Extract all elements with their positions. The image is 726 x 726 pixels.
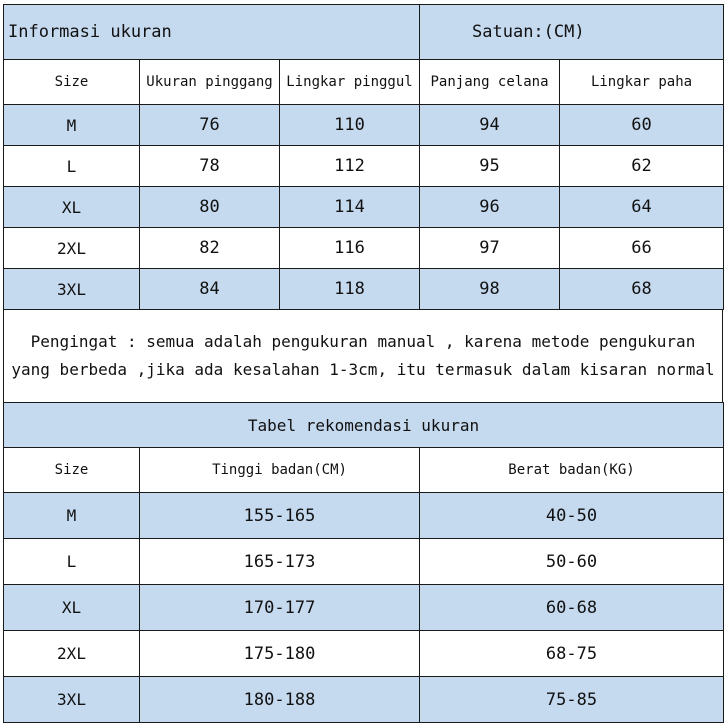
column-header: Size bbox=[4, 448, 140, 493]
size-info-title-row bbox=[4, 5, 724, 60]
column-header: Lingkar paha bbox=[560, 60, 724, 105]
size-cell: 3XL bbox=[4, 677, 140, 723]
size-cell: 2XL bbox=[4, 228, 140, 269]
height-cell: 165-173 bbox=[140, 539, 420, 585]
height-cell: 170-177 bbox=[140, 585, 420, 631]
size-cell: XL bbox=[4, 585, 140, 631]
value-cell: 84 bbox=[140, 269, 280, 310]
column-header: Size bbox=[4, 60, 140, 105]
size-cell: L bbox=[4, 146, 140, 187]
column-header: Berat badan(KG) bbox=[420, 448, 724, 493]
recommendation-table bbox=[3, 402, 724, 723]
height-cell: 155-165 bbox=[140, 493, 420, 539]
recommendation-title-row bbox=[4, 403, 724, 448]
size-cell: L bbox=[4, 539, 140, 585]
note-line: yang berbeda ,jika ada kesalahan 1-3cm, itu termasuk dalam kisaran normal bbox=[11, 360, 715, 379]
weight-cell: 68-75 bbox=[420, 631, 724, 677]
size-cell: M bbox=[4, 105, 140, 146]
unit-label: Satuan:(CM) bbox=[420, 5, 724, 60]
recommendation-header-row bbox=[4, 448, 724, 493]
size-cell: 3XL bbox=[4, 269, 140, 310]
weight-cell: 40-50 bbox=[420, 493, 724, 539]
value-cell: 62 bbox=[560, 146, 724, 187]
weight-cell: 75-85 bbox=[420, 677, 724, 723]
size-info-table bbox=[3, 4, 724, 310]
size-cell: M bbox=[4, 493, 140, 539]
size-cell: 2XL bbox=[4, 631, 140, 677]
value-cell: 76 bbox=[140, 105, 280, 146]
note-line: Pengingat : semua adalah pengukuran manual , karena metode pengukuran bbox=[30, 332, 696, 351]
measurement-note bbox=[3, 310, 723, 402]
table-row bbox=[4, 631, 724, 677]
value-cell: 94 bbox=[420, 105, 560, 146]
column-header: Lingkar pinggul bbox=[280, 60, 420, 105]
value-cell: 60 bbox=[560, 105, 724, 146]
value-cell: 118 bbox=[280, 269, 420, 310]
value-cell: 110 bbox=[280, 105, 420, 146]
size-cell: XL bbox=[4, 187, 140, 228]
table-row bbox=[4, 105, 724, 146]
table-row bbox=[4, 677, 724, 723]
table-row bbox=[4, 187, 724, 228]
value-cell: 80 bbox=[140, 187, 280, 228]
value-cell: 116 bbox=[280, 228, 420, 269]
value-cell: 112 bbox=[280, 146, 420, 187]
column-header: Tinggi badan(CM) bbox=[140, 448, 420, 493]
size-info-header-row bbox=[4, 60, 724, 105]
weight-cell: 60-68 bbox=[420, 585, 724, 631]
value-cell: 95 bbox=[420, 146, 560, 187]
value-cell: 64 bbox=[560, 187, 724, 228]
size-info-title: Informasi ukuran bbox=[4, 5, 420, 60]
recommendation-title: Tabel rekomendasi ukuran bbox=[4, 403, 724, 448]
value-cell: 97 bbox=[420, 228, 560, 269]
table-row bbox=[4, 585, 724, 631]
height-cell: 180-188 bbox=[140, 677, 420, 723]
table-row bbox=[4, 269, 724, 310]
table-row bbox=[4, 146, 724, 187]
value-cell: 98 bbox=[420, 269, 560, 310]
value-cell: 78 bbox=[140, 146, 280, 187]
table-row bbox=[4, 493, 724, 539]
column-header: Ukuran pinggang bbox=[140, 60, 280, 105]
value-cell: 114 bbox=[280, 187, 420, 228]
value-cell: 96 bbox=[420, 187, 560, 228]
table-row bbox=[4, 539, 724, 585]
value-cell: 68 bbox=[560, 269, 724, 310]
weight-cell: 50-60 bbox=[420, 539, 724, 585]
column-header: Panjang celana bbox=[420, 60, 560, 105]
height-cell: 175-180 bbox=[140, 631, 420, 677]
table-row bbox=[4, 228, 724, 269]
value-cell: 82 bbox=[140, 228, 280, 269]
value-cell: 66 bbox=[560, 228, 724, 269]
size-chart-sheet bbox=[3, 4, 723, 722]
